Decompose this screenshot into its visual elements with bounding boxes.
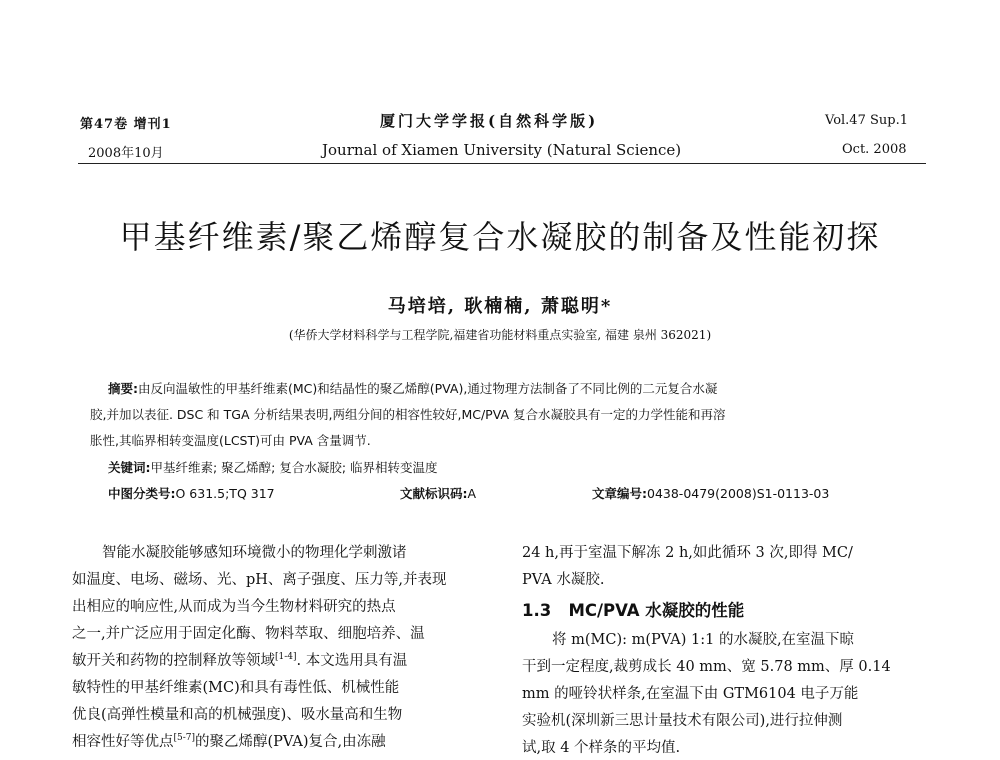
body-left-line: 如温度、电场、磁场、光、pH、离子强度、压力等,并表现 bbox=[72, 572, 447, 588]
body-left-line: 出相应的响应性,从而成为当今生物材料研究的热点 bbox=[72, 599, 396, 615]
body-right-line: mm 的哑铃状样条,在室温下由 GTM6104 电子万能 bbox=[522, 686, 859, 702]
affiliation: (华侨大学材料科学与工程学院,福建省功能材料重点实验室, 福建 泉州 362021) bbox=[288, 328, 712, 342]
section-heading bbox=[522, 597, 744, 621]
body-right-line: 将 m(MC): m(PVA) 1:1 的水凝胶,在室温下晾 bbox=[552, 632, 855, 648]
abstract-line-1: 摘要:由反向温敏性的甲基纤维素(MC)和结晶性的聚乙烯醇(PVA),通过物理方法制备了不同比例的二元复合水凝 bbox=[108, 381, 718, 396]
abstract-line-2: 胶,并加以表征. DSC 和 TGA 分析结果表明,两组分间的相容性较好,MC/PVA 复合水凝胶具有一定的力学性能和再溶 bbox=[90, 407, 726, 422]
volume-issue-zh: 第47卷 增刊1 bbox=[80, 117, 172, 132]
body-left-line: 优良(高弹性模量和高的机械强度)、吸水量高和生物 bbox=[72, 707, 403, 723]
section-number: 1.3 bbox=[522, 601, 552, 620]
body-left-line: 之一,并广泛应用于固定化酶、物料萃取、细胞培养、温 bbox=[72, 626, 425, 642]
keywords-text: 甲基纤维素; 聚乙烯醇; 复合水凝胶; 临界相转变温度 bbox=[150, 460, 438, 475]
body-right-line: 24 h,再于室温下解冻 2 h,如此循环 3 次,即得 MC/ bbox=[522, 545, 853, 561]
body-left-line: 智能水凝胶能够感知环境微小的物理化学刺激诸 bbox=[102, 545, 407, 561]
volume-issue-en: Vol.47 Sup.1 bbox=[825, 113, 908, 128]
body-left-line: 敏开关和药物的控制释放等领域[1-4]. 本文选用具有温 bbox=[72, 652, 408, 669]
citation: [1-4] bbox=[275, 652, 297, 663]
date-zh: 2008年10月 bbox=[88, 146, 164, 161]
body-left-line: 敏特性的甲基纤维素(MC)和具有毒性低、机械性能 bbox=[72, 680, 400, 696]
document-code: 文献标识码:A bbox=[400, 486, 477, 501]
body-right-line: 试,取 4 个样条的平均值. bbox=[522, 740, 681, 756]
article-number: 文章编号:0438-0479(2008)S1-0113-03 bbox=[592, 486, 830, 501]
body-left-line: 相容性好等优点[5-7]的聚乙烯醇(PVA)复合,由冻融 bbox=[72, 733, 386, 750]
date-en: Oct. 2008 bbox=[842, 142, 907, 157]
paper-title: 甲基纤维素/聚乙烯醇复合水凝胶的制备及性能初探 bbox=[119, 218, 881, 256]
body-right-line: PVA 水凝胶. bbox=[522, 572, 605, 588]
section-title: MC/PVA 水凝胶的性能 bbox=[568, 601, 745, 620]
body-right-line: 实验机(深圳新三思计量技术有限公司),进行拉伸测 bbox=[522, 713, 843, 729]
abstract-line-3: 胀性,其临界相转变温度(LCST)可由 PVA 含量调节. bbox=[90, 433, 371, 448]
journal-name-en: Journal of Xiamen University (Natural Science) bbox=[322, 141, 682, 159]
author-list: 马培培, 耿楠楠, 萧聪明* bbox=[387, 296, 613, 317]
keywords-label: 关键词: bbox=[108, 460, 151, 475]
abstract-label: 摘要: bbox=[108, 381, 138, 396]
citation: [5-7] bbox=[173, 733, 196, 744]
header-rule bbox=[78, 163, 926, 164]
journal-name-zh: 厦门大学学报(自然科学版) bbox=[380, 112, 599, 130]
body-right-line: 干到一定程度,裁剪成长 40 mm、宽 5.78 mm、厚 0.14 bbox=[522, 659, 891, 675]
keywords bbox=[108, 458, 438, 476]
classification-number: 中图分类号:O 631.5;TQ 317 bbox=[108, 486, 275, 501]
